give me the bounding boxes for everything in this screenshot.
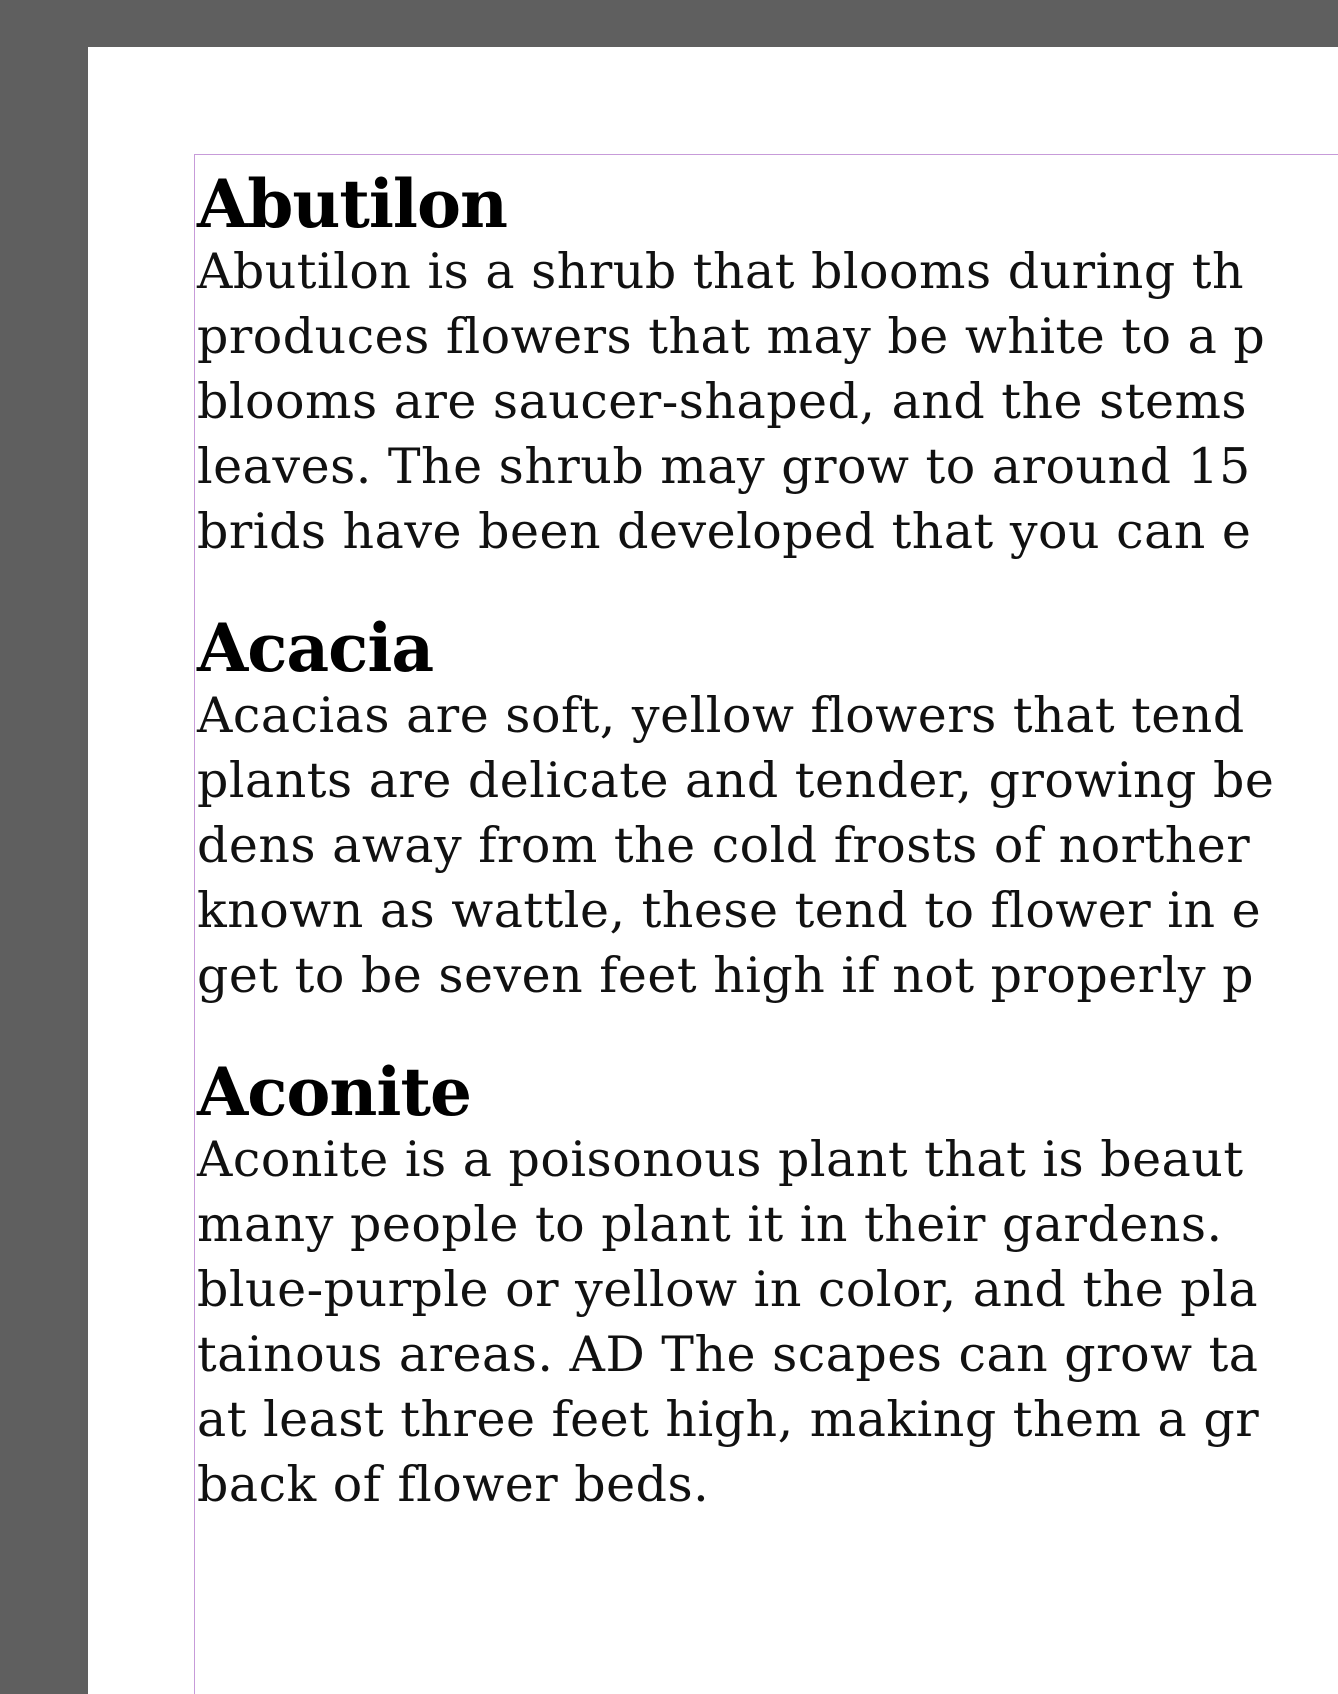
entry-acacia: [197, 609, 1338, 1008]
body-line: Abutilon is a shrub that blooms during th: [197, 243, 1245, 300]
body-line: produces flowers that may be white to a p: [197, 308, 1266, 365]
entry-heading: Abutilon: [197, 165, 507, 243]
body-line: brids have been developed that you can e: [197, 503, 1252, 560]
entry-heading: Aconite: [197, 1053, 471, 1131]
body-line: back of flower beds.: [197, 1456, 710, 1513]
body-line: blooms are saucer-shaped, and the stems: [197, 373, 1248, 430]
body-line: Acacias are soft, yellow flowers that tend: [197, 687, 1245, 744]
body-line: blue-purple or yellow in color, and the pla: [197, 1261, 1259, 1318]
body-line: known as wattle, these tend to flower in e: [197, 882, 1262, 939]
entry-heading: Acacia: [197, 609, 434, 687]
text-frame[interactable]: [194, 154, 1338, 1694]
entry-aconite: [197, 1053, 1338, 1517]
entry-abutilon: [197, 165, 1338, 564]
body-line: at least three feet high, making them a gr: [197, 1391, 1260, 1448]
body-line: plants are delicate and tender, growing be: [197, 752, 1275, 809]
entry-body: [197, 239, 1338, 564]
body-line: dens away from the cold frosts of norther: [197, 817, 1251, 874]
body-line: get to be seven feet high if not properly p: [197, 947, 1255, 1004]
body-line: Aconite is a poisonous plant that is beaut: [197, 1131, 1244, 1188]
document-page: [88, 47, 1338, 1694]
entry-body: [197, 1127, 1338, 1517]
body-line: leaves. The shrub may grow to around 15: [197, 438, 1251, 495]
text-story: [197, 165, 1338, 1566]
body-line: many people to plant it in their gardens.: [197, 1196, 1223, 1253]
entry-body: [197, 683, 1338, 1008]
body-line: tainous areas. AD The scapes can grow ta: [197, 1326, 1259, 1383]
